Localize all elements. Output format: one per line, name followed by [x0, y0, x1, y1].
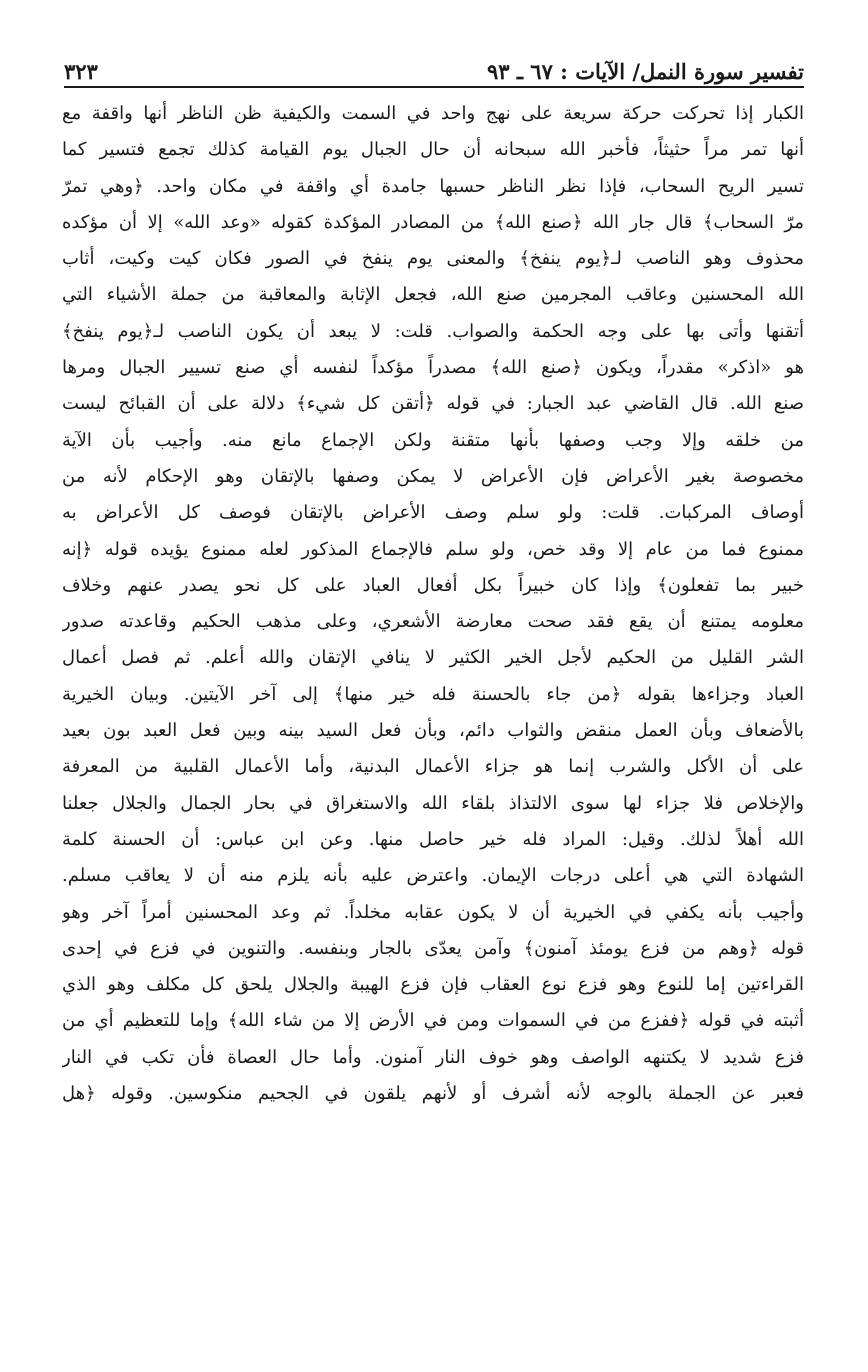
text-line: هو «اذكر» مقدراً، ويكون ﴿صنع الله﴾ مصدراً مؤكداً لنفسه أي صنع تسيير الجبال ومرها — [62, 357, 804, 379]
running-header — [64, 50, 804, 88]
text-line: الكبار إذا تحركت حركة سريعة على نهج واحد في السمت والكيفية ظن الناظر أنها واقفة مع — [62, 103, 804, 124]
text-line: الشهادة التي هي أعلى درجات الإيمان. واعترض عليه بأنه يلزم منه أن لا يعاقب مسلم. — [62, 865, 804, 887]
text-line: فعبر عن الجملة بالوجه لأنه أشرف أو لأنهم يلقون في الجحيم منكوسين. وقوله ﴿هل — [62, 1083, 804, 1105]
text-line: محذوف وهو الناصب لـ﴿يوم ينفخ﴾ والمعنى يوم ينفخ في الصور فكان كيت وكيت، أثاب — [62, 248, 804, 270]
text-line: والإخلاص فلا جزاء لها سوى الالتذاذ بلقاء الله والاستغراق في بحار الجمال والجلال جعلنا — [62, 792, 804, 814]
text-line: خبير بما تفعلون﴾ وإذا كان خبيراً بكل أفعال العباد على كل نحو يصدر عنهم وخلاف — [62, 574, 804, 596]
text-line: مرّ السحاب﴾ قال جار الله ﴿صنع الله﴾ من المصادر المؤكدة كقوله «وعد الله» إلا أن مؤكده — [62, 211, 804, 233]
text-line: صنع الله. قال القاضي عبد الجبار: في قوله ﴿أتقن كل شيء﴾ دلالة على أن القبائح ليست — [62, 393, 804, 415]
header-title: تفسير سورة النمل/ الآيات : ٦٧ ـ ٩٣ — [486, 59, 804, 84]
text-line: أثبته في قوله ﴿ففزع من في السموات ومن في الأرض إلا من شاء الله﴾ وإما للتعظيم أي من — [62, 1010, 804, 1032]
text-line: القراءتين إما للنوع وهو فزع نوع العقاب فإن فزع الهيبة والجلال يلحق كل مكلف وهو الذي — [62, 974, 804, 996]
text-line: من خلقه وإلا وجب وصفها بأنها متقنة ولكن الإجماع مانع منه. وأجيب بأن الآية — [62, 429, 804, 451]
text-line: أنها تمر مراً حثيثاً، فأخبر الله سبحانه أن حال الجبال يوم القيامة كذلك تجمع فتسير كما — [62, 139, 804, 161]
text-line: قوله ﴿وهم من فزع يومئذ آمنون﴾ وآمن يعدّى بالجار وبنفسه. والتنوين في فزع في إحدى — [62, 937, 804, 959]
text-line: أوصاف المركبات. قلت: ولو سلم وصف الأعراض بالإتقان فوصف كل الأعراض به — [62, 502, 804, 524]
text-line: مخصوصة بغير الأعراض فإن الأعراض لا يمكن وصفها بالإتقان وهو الإحكام لأنه من — [62, 465, 804, 487]
text-line: بالأضعاف وبأن العمل منقض والثواب دائم، وبأن فعل السيد بينه وبين فعل العبد بون بعيد — [62, 720, 804, 742]
text-line: على أن الأكل والشرب إنما هو جزاء الأعمال البدنية، وأما الأعمال القلبية من المعرفة — [62, 756, 804, 778]
text-line: العباد وجزاءها بقوله ﴿من جاء بالحسنة فله خير منها﴾ إلى آخر الآيتين. وبيان الخيرية — [62, 683, 804, 705]
text-line: معلومه يمتنع أن يقع فقد صحت معارضة الأشعري، وعلى مذهب الحكيم وقاعدته صدور — [62, 611, 804, 633]
text-line: وأجيب بأنه يكفي في الخيرية أن لا يكون عقابه مخلداً. ثم وعد المحسنين أمراً آخر وهو — [62, 901, 804, 923]
text-line: تسير الريح السحاب، فإذا نظر الناظر حسبها جامدة أي واقفة في مكان واحد. ﴿وهي تمرّ — [62, 175, 804, 197]
text-line: ممنوع فما من عام إلا وقد خص، ولو سلم فالإجماع المذكور لعله ممنوع يؤيده قوله ﴿إنه — [62, 538, 804, 560]
text-line: الشر القليل من الحكيم لأجل الخير الكثير لا ينافي الإتقان والله أعلم. ثم فصل أعمال — [62, 647, 804, 669]
page-number: ٣٢٣ — [64, 59, 98, 84]
text-line: أتقنها وأتى بها على وجه الحكمة والصواب. قلت: لا يبعد أن يكون الناصب لـ﴿يوم ينفخ﴾ — [62, 320, 804, 342]
text-line: الله أهلاً لذلك. وقيل: المراد فله خير حاصل منها. وعن ابن عباس: أن الحسنة كلمة — [62, 828, 804, 850]
text-line: الله المحسنين وعاقب المجرمين صنع الله، فجعل الإثابة والمعاقبة من جملة الأشياء التي — [62, 284, 804, 306]
body-text — [62, 96, 804, 1112]
text-line: فزع شديد لا يكتنهه الواصف وهو خوف النار آمنون. وأما حال العصاة فأن تكب في النار — [62, 1046, 804, 1068]
